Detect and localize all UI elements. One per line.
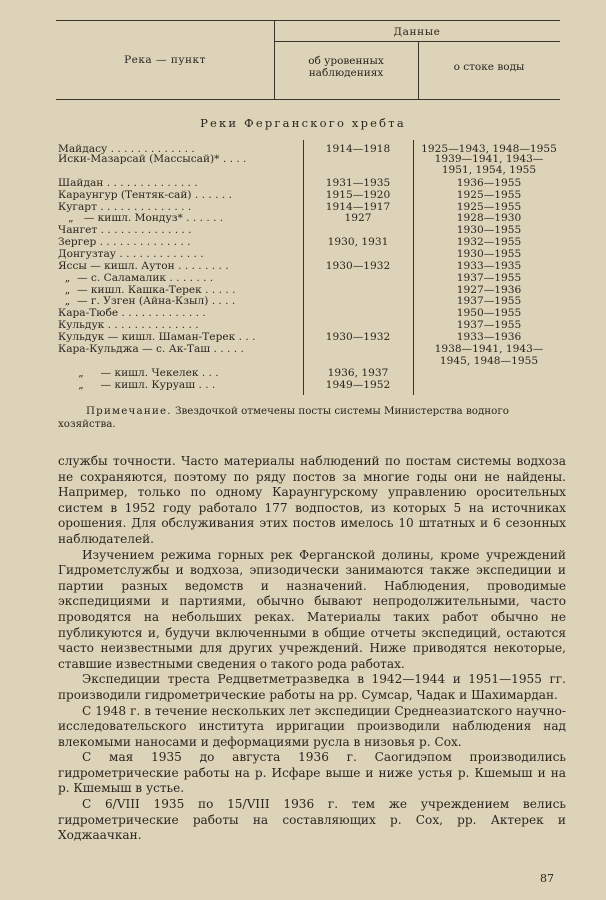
page-number: 87 bbox=[540, 872, 554, 885]
runoff-column-header: о стоке воды bbox=[453, 61, 525, 73]
river-name: Яссы — кишл. Аутон . . . . . . . . bbox=[58, 260, 229, 272]
levels-years: 1930, 1931 bbox=[327, 236, 389, 248]
paragraph: С 6/VIII 1935 по 15/VIII 1936 г. тем же учреждением велись гидрометрические работы на составляющих р. Сох, рр. Актерек и Ходжаачкан. bbox=[58, 797, 566, 843]
runoff-years: 1930—1955 bbox=[456, 248, 522, 260]
table-note bbox=[58, 405, 566, 431]
runoff-years: 1933—1936 bbox=[456, 331, 522, 343]
paragraph: Изучением режима горных рек Ферганской долины, кроме учреждений Гидрометслужбы и водхоза, эпизодически занимаются также экспедиции и партии разных ведомств и назначений. Наблюдения, проводимые экспедициями и партиями, обычно бывают непродолжительными, часто проводятся на небольших реках. Материалы таких работ обычно не публикуются и, будучи включенными в общие отчеты экспедиций, остаются часто неизвестными для других учреждений. Ниже приводятся некоторые, ставшие известными сведения о такого рода работах. bbox=[58, 547, 566, 671]
levels-years: 1936, 1937 bbox=[327, 367, 389, 379]
paragraph: службы точности. Часто материалы наблюдений по постам системы водхоза не сохраняются, поэтому по ряду постов за многие годы они не найдены. Например, только по одному Караунгурскому управлению оросительных систем в 1952 году работало 177 водпостов, из которых 5 на источниках орошения. Для обслуживания этих постов имелось 10 штатных и 6 сезонных наблюдателей. bbox=[58, 454, 566, 546]
river-name: Кугарт . . . . . . . . . . . . . . bbox=[58, 201, 192, 213]
data-column-header: Данные bbox=[393, 26, 441, 38]
runoff-years: 1927—1936 bbox=[456, 284, 522, 296]
river-name: „ — г. Узген (Айна-Кзыл) . . . . bbox=[58, 295, 236, 307]
runoff-years: 1932—1955 bbox=[456, 236, 522, 248]
river-name: „ — кишл. Кашка-Терек . . . . . bbox=[58, 284, 236, 296]
runoff-years: 1945, 1948—1955 bbox=[439, 355, 539, 367]
paragraph: С мая 1935 до августа 1936 г. Саогидэпом производились гидрометрические работы на р. Исфаре выше и ниже устья р. Кшемыш и на р. Кшемыш в устье. bbox=[58, 750, 566, 796]
runoff-years: 1939—1941, 1943— bbox=[434, 153, 544, 165]
levels-years: 1915—1920 bbox=[325, 189, 391, 201]
runoff-years: 1937—1955 bbox=[456, 272, 522, 284]
note-text: Звездочкой отмечены посты системы Министерства водного хозяйства. bbox=[58, 405, 509, 430]
river-name: Иски-Мазарсай (Массысай)* . . . . bbox=[58, 153, 247, 165]
runoff-years: 1925—1955 bbox=[456, 201, 522, 213]
runoff-years: 1938—1941, 1943— bbox=[434, 343, 544, 355]
paragraph: Экспедиции треста Редцветметразведка в 1942—1944 и 1951—1955 гг. производили гидрометрические работы на рр. Сумсар, Чадак и Шахимардан. bbox=[58, 672, 566, 702]
river-name: Кульдук . . . . . . . . . . . . . . bbox=[58, 319, 199, 331]
header-divider bbox=[274, 41, 560, 42]
river-name: Кульдук — кишл. Шаман-Терек . . . bbox=[58, 331, 256, 343]
levels-column-header: об уровенных наблюдениях bbox=[308, 55, 384, 79]
section-title: Реки Ферганского хребта bbox=[200, 116, 406, 130]
runoff-years: 1951, 1954, 1955 bbox=[441, 164, 537, 176]
river-name: Караунгур (Тентяк-сай) . . . . . . bbox=[58, 189, 232, 201]
river-name: Чангет . . . . . . . . . . . . . . bbox=[58, 224, 192, 236]
river-column-header: Река — пункт bbox=[124, 54, 206, 66]
levels-years: 1930—1932 bbox=[325, 331, 391, 343]
river-name: Шайдан . . . . . . . . . . . . . . bbox=[58, 177, 198, 189]
runoff-years: 1950—1955 bbox=[456, 307, 522, 319]
note-label: Примечание. bbox=[86, 405, 172, 417]
river-name: Кара-Тюбе . . . . . . . . . . . . . bbox=[58, 307, 206, 319]
runoff-years: 1925—1955 bbox=[456, 189, 522, 201]
river-name: „ — кишл. Мондуз* . . . . . . bbox=[58, 212, 224, 224]
runoff-years: 1937—1955 bbox=[456, 319, 522, 331]
paragraph: С 1948 г. в течение нескольких лет экспедиции Среднеазиатского научно-исследовательского института ирригации производили наблюдения над влекомыми наносами и деформациями русла в низовья р. Сох. bbox=[58, 703, 566, 749]
runoff-years: 1933—1935 bbox=[456, 260, 522, 272]
river-name: „ — кишл. Куруаш . . . bbox=[58, 379, 216, 391]
river-name: Майдасу . . . . . . . . . . . . . bbox=[58, 143, 195, 155]
runoff-years: 1925—1943, 1948—1955 bbox=[421, 143, 557, 155]
runoff-years: 1936—1955 bbox=[456, 177, 522, 189]
body-text bbox=[58, 454, 566, 844]
levels-years: 1927 bbox=[344, 212, 372, 224]
runoff-years: 1928—1930 bbox=[456, 212, 522, 224]
table-header bbox=[56, 20, 560, 100]
river-name: Кара-Кульджа — с. Ак-Таш . . . . . bbox=[58, 343, 244, 355]
levels-years: 1949—1952 bbox=[325, 379, 391, 391]
runoff-years: 1930—1955 bbox=[456, 224, 522, 236]
levels-years: 1930—1932 bbox=[325, 260, 391, 272]
river-name: Зергер . . . . . . . . . . . . . . bbox=[58, 236, 191, 248]
river-name: Донгузтау . . . . . . . . . . . . . bbox=[58, 248, 204, 260]
levels-years: 1931—1935 bbox=[325, 177, 391, 189]
runoff-years: 1937—1955 bbox=[456, 295, 522, 307]
river-name: „ — кишл. Чекелек . . . bbox=[58, 367, 219, 379]
river-name: „ — с. Саламалик . . . . . . . bbox=[58, 272, 214, 284]
levels-years: 1914—1917 bbox=[325, 201, 391, 213]
levels-years: 1914—1918 bbox=[325, 143, 391, 155]
